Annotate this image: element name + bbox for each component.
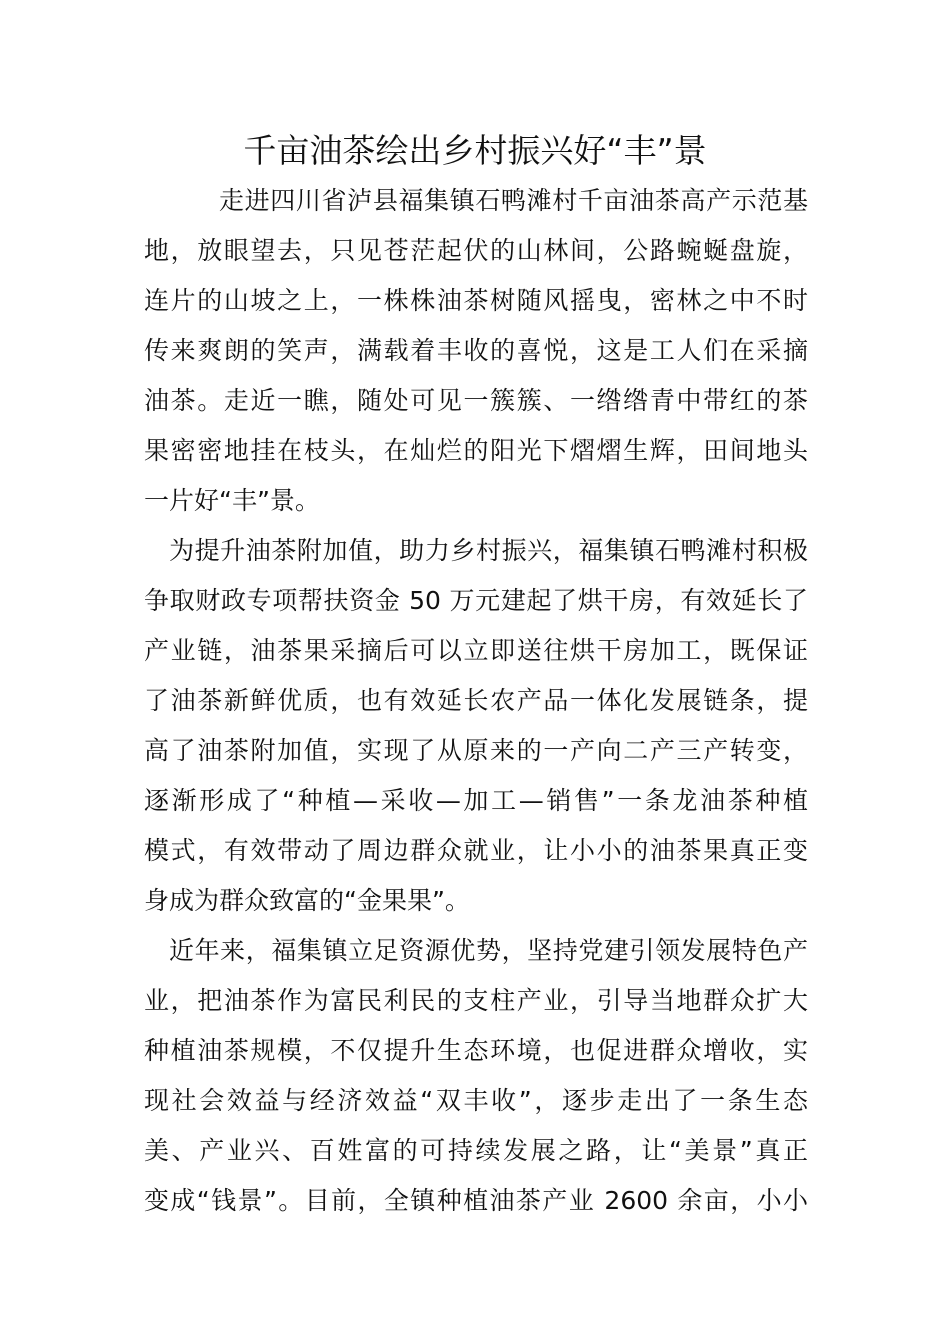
text-line: 产业链，油茶果采摘后可以立即送往烘干房加工，既保证 — [144, 636, 808, 665]
text-line: 走进四川省泸县福集镇石鸭滩村千亩油茶高产示范基 — [219, 186, 808, 215]
text-line: 高了油茶附加值，实现了从原来的一产向二产三产转变， — [144, 736, 808, 765]
text-line: 传来爽朗的笑声，满载着丰收的喜悦，这是工人们在采摘 — [144, 336, 808, 365]
text-line: 逐渐形成了“种植—采收—加工—销售”一条龙油茶种植 — [144, 786, 808, 815]
text-line: 变成“钱景”。目前，全镇种植油茶产业 2600 余亩，小小 — [144, 1186, 808, 1215]
paragraph-3 — [144, 926, 808, 1226]
article-title: 千亩油茶绘出乡村振兴好“丰”景 — [243, 131, 707, 170]
text-line: 一片好“丰”景。 — [144, 486, 320, 515]
text-line: 油茶。走近一瞧，随处可见一簇簇、一绺绺青中带红的茶 — [144, 386, 808, 415]
paragraph-1 — [144, 176, 808, 526]
text-line: 了油茶新鲜优质，也有效延长农产品一体化发展链条，提 — [144, 686, 808, 715]
text-line: 连片的山坡之上，一株株油茶树随风摇曳，密林之中不时 — [144, 286, 808, 315]
text-line: 为提升油茶附加值，助力乡村振兴，福集镇石鸭滩村积极 — [169, 536, 808, 565]
text-line: 业，把油茶作为富民利民的支柱产业，引导当地群众扩大 — [144, 986, 808, 1015]
text-line: 现社会效益与经济效益“双丰收”，逐步走出了一条生态 — [144, 1086, 808, 1115]
text-line: 种植油茶规模，不仅提升生态环境，也促进群众增收，实 — [144, 1036, 808, 1065]
text-line: 近年来，福集镇立足资源优势，坚持党建引领发展特色产 — [169, 936, 808, 965]
text-line: 美、产业兴、百姓富的可持续发展之路，让“美景”真正 — [144, 1136, 808, 1165]
text-line: 模式，有效带动了周边群众就业，让小小的油茶果真正变 — [144, 836, 808, 865]
text-line: 争取财政专项帮扶资金 50 万元建起了烘干房，有效延长了 — [144, 586, 808, 615]
article-body — [144, 176, 808, 1226]
text-line: 身成为群众致富的“金果果”。 — [144, 886, 470, 915]
paragraph-2 — [144, 526, 808, 926]
text-line: 果密密地挂在枝头，在灿烂的阳光下熠熠生辉，田间地头 — [144, 436, 808, 465]
text-line: 地，放眼望去，只见苍茫起伏的山林间，公路蜿蜒盘旋， — [144, 236, 808, 265]
